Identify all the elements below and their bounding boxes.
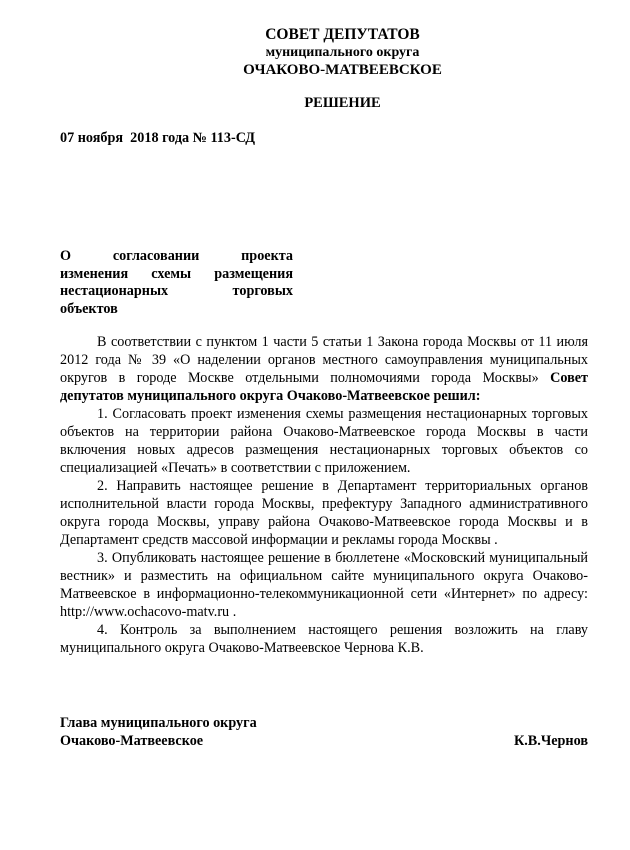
document-subject	[60, 248, 293, 318]
document-header	[0, 26, 630, 79]
preamble-paragraph	[60, 333, 588, 405]
signatory-position	[60, 714, 257, 750]
subject-line: изменения схемы размещения	[60, 265, 293, 282]
document-date-number: 07 ноября 2018 года № 113-СД	[60, 130, 255, 146]
district-name: ОЧАКОВО-МАТВЕЕВСКОЕ	[243, 62, 442, 78]
preamble-decision: Совет депутатов муниципального округа Очаково-Матвеевское решил:	[60, 370, 588, 404]
signatory-name: К.В.Чернов	[513, 733, 588, 749]
position-line: Очаково-Матвеевское	[60, 733, 204, 749]
subject-line: объектов	[60, 300, 118, 317]
subject-line: нестационарных торговых	[60, 283, 293, 299]
position-line: Глава муниципального округа	[60, 715, 257, 731]
preamble-text: В соответствии с пунктом 1 части 5 статьи 1 Закона города Москвы от 11 июля 2012 года № 39 «О наделении органов местного самоуправления муниципальных округов в городе Москве отдельными полномочиями города Москвы»	[60, 334, 588, 386]
document-type: РЕШЕНИЕ	[304, 95, 381, 111]
subject-line: О согласовании проекта	[60, 248, 293, 264]
decision-item-3: 3. Опубликовать настоящее решение в бюллетене «Московский муниципальный вестник» и разместить на официальном сайте муниципального округа Очаково-Матвеевское в информационно-телекоммуникационной сети «Интернет» по адресу: http://www.ochacovo-matv.ru .	[60, 550, 588, 620]
document-body	[60, 333, 588, 657]
council-title: СОВЕТ ДЕПУТАТОВ	[265, 26, 420, 43]
decision-item-1: 1. Согласовать проект изменения схемы размещения нестационарных торговых объектов на территории района Очаково-Матвеевское города Москвы в части включения новых адресов размещения нестационарных торговых объектов со специализацией «Печать» в соответствии с приложением.	[60, 406, 588, 476]
decision-item-4: 4. Контроль за выполнением настоящего решения возложить на главу муниципального округа Очаково-Матвеевское Чернова К.В.	[60, 622, 588, 656]
council-subtitle: муниципального округа	[265, 45, 420, 60]
decision-item-2: 2. Направить настоящее решение в Департамент территориальных органов исполнительной власти города Москвы, префектуру Западного административного округа города Москвы, управу района Очаково-Матвеевское города Москвы и в Департамент средств массовой информации и рекламы города Москвы .	[60, 478, 588, 548]
